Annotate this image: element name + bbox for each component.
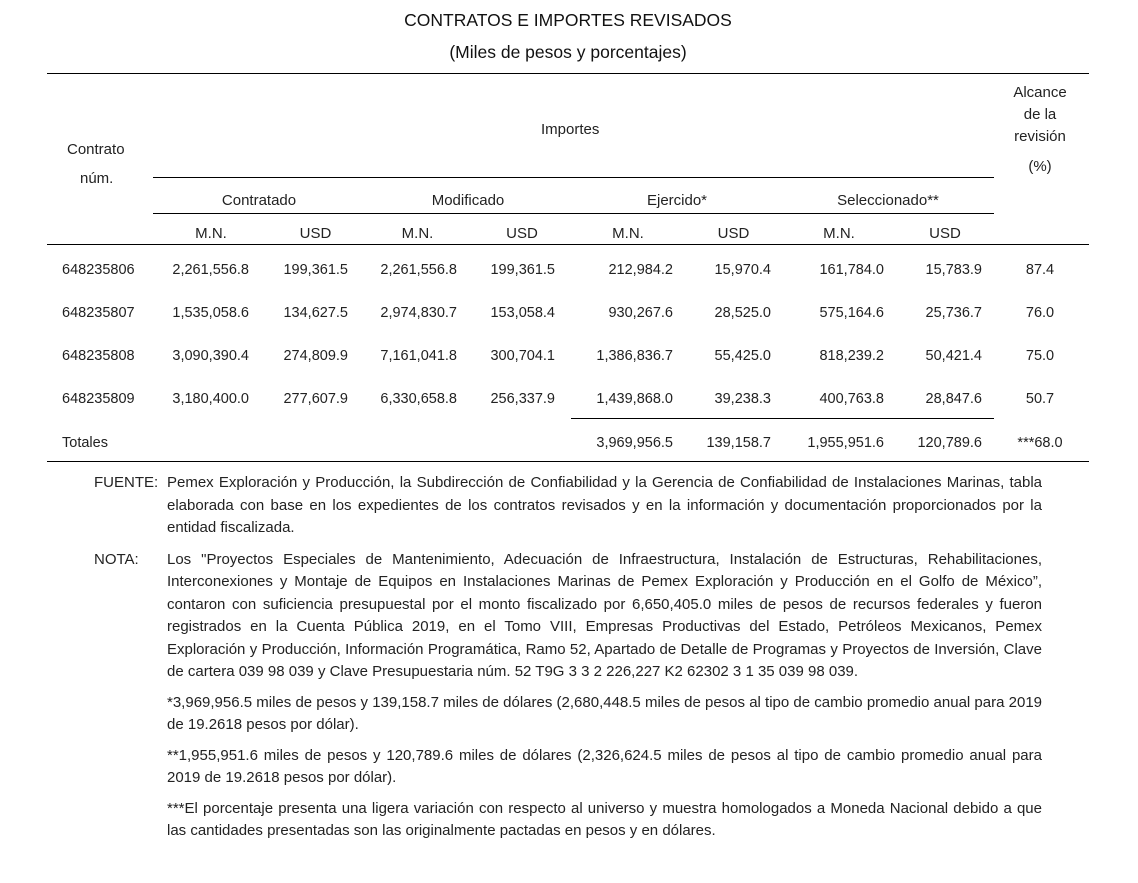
contrato-number: 648235807 — [62, 305, 135, 321]
seleccionado-mn: 161,784.0 — [819, 262, 884, 278]
fuente-text: Pemex Exploración y Producción, la Subdirección de Confiabilidad y la Gerencia de Confiabilidad de Instalaciones Marinas, tabla elaborada con base en los expedientes de los contratos revisados y en la información y documentación proporcionados por la entidad fiscalizada. — [167, 474, 1042, 536]
header-sub-usd: USD — [929, 225, 961, 242]
header-contratado: Contratado — [221, 192, 297, 209]
footnote-ejercido: *3,969,956.5 miles de pesos y 139,158.7 miles de dólares (2,680,448.5 miles de pesos al tipo de cambio promedio anual para 2019 de 19.2618 pesos por dólar). — [167, 693, 1042, 733]
contratado-mn: 1,535,058.6 — [172, 305, 249, 321]
modificado-usd: 199,361.5 — [490, 262, 555, 278]
contratado-usd: 274,809.9 — [283, 348, 348, 364]
contratado-usd: 199,361.5 — [283, 262, 348, 278]
header-sub-mn: M.N. — [612, 225, 644, 242]
seleccionado-mn: 818,239.2 — [819, 348, 884, 364]
ejercido-usd: 15,970.4 — [714, 262, 771, 278]
ejercido-usd: 28,525.0 — [714, 305, 771, 321]
seleccionado-usd: 50,421.4 — [925, 348, 982, 364]
seleccionado-usd: 28,847.6 — [925, 391, 982, 407]
contrato-number: 648235806 — [62, 262, 135, 278]
alcance-value: 87.4 — [1025, 262, 1055, 278]
nota-text: Los "Proyectos Especiales de Mantenimiento, Adecuación de Infraestructura, Instalación de Estructuras, Rehabilitaciones, Interconexiones y Montaje de Equipos en Instalaciones Marinas de Pemex Exploración y Producción en el Golfo de México”, contaron con suficiencia presupuestal por el monto fiscalizado por 6,650,405.0 miles de pesos de recursos federales y fueron registrados en la Cuenta Pública 2019, en el Tomo VIII, Empresas Productivas del Estado, Petróleos Mexicanos, Pemex Exploración y Producción, Información Programática, Ramo 52, Apartado de Detalle de Programas y Proyectos de Inversión, Clave de cartera 039 98 039 y Clave Presupuestaria núm. 52 T9G 3 3 2 226,227 K2 62302 3 1 35 039 98 039. — [167, 550, 1042, 680]
ejercido-mn: 1,439,868.0 — [596, 391, 673, 407]
footnote-seleccionado: **1,955,951.6 miles de pesos y 120,789.6 miles de dólares (2,326,624.5 miles de pesos al tipo de cambio promedio anual para 2019 de 19.2618 pesos por dólar). — [167, 746, 1042, 786]
header-alcance: Alcance — [1013, 84, 1067, 101]
ejercido-mn: 212,984.2 — [608, 262, 673, 278]
header-seleccionado: Seleccionado** — [837, 192, 939, 209]
alcance-value: 76.0 — [1025, 305, 1055, 321]
page-subtitle: (Miles de pesos y porcentajes) — [449, 42, 687, 62]
header-contrato-num: núm. — [80, 170, 114, 187]
table-bottom-rule — [47, 461, 1089, 462]
header-ejercido: Ejercido* — [646, 192, 708, 209]
modificado-mn: 7,161,041.8 — [380, 348, 457, 364]
ejercido-mn: 1,386,836.7 — [596, 348, 673, 364]
header-modificado: Modificado — [431, 192, 505, 209]
page-title: CONTRATOS E IMPORTES REVISADOS — [404, 10, 732, 30]
contratado-mn: 3,180,400.0 — [172, 391, 249, 407]
modificado-usd: 256,337.9 — [490, 391, 555, 407]
header-contrato: Contrato — [67, 141, 125, 158]
contrato-number: 648235808 — [62, 348, 135, 364]
totals-ejercido-mn: 3,969,956.5 — [596, 435, 673, 451]
header-sub-mn: M.N. — [823, 225, 855, 242]
ejercido-mn: 930,267.6 — [608, 305, 673, 321]
fuente-note — [94, 472, 1042, 540]
header-sub-usd: USD — [506, 225, 538, 242]
header-bottom-rule — [47, 244, 1089, 245]
ejercido-usd: 55,425.0 — [714, 348, 771, 364]
header-sub-usd: USD — [717, 225, 750, 242]
contrato-number: 648235809 — [62, 391, 135, 407]
totals-ejercido-usd: 139,158.7 — [706, 435, 771, 451]
notes-section — [94, 472, 1042, 851]
contratado-usd: 134,627.5 — [283, 305, 348, 321]
header-sub-usd: USD — [299, 225, 332, 242]
header-sub-mn: M.N. — [195, 225, 227, 242]
header-alcance-percent: (%) — [1028, 158, 1052, 175]
modificado-usd: 300,704.1 — [490, 348, 555, 364]
totals-rule — [571, 418, 994, 419]
nota-note — [94, 549, 1042, 684]
alcance-value: 50.7 — [1025, 391, 1055, 407]
modificado-mn: 6,330,658.8 — [380, 391, 457, 407]
header-alcance-revision: revisión — [1014, 128, 1066, 145]
modificado-usd: 153,058.4 — [490, 305, 555, 321]
modificado-mn: 2,261,556.8 — [380, 262, 457, 278]
totals-label: Totales — [62, 435, 108, 451]
contratado-mn: 2,261,556.8 — [172, 262, 249, 278]
seleccionado-usd: 25,736.7 — [925, 305, 982, 321]
header-alcance-de-la: de la — [1023, 106, 1057, 123]
alcance-value: 75.0 — [1025, 348, 1055, 364]
footnote-porcentaje: ***El porcentaje presenta una ligera variación con respecto al universo y muestra homologados a Moneda Nacional debido a que las cantidades presentadas son las originalmente pactadas en pesos y en dólares. — [167, 799, 1042, 839]
importes-rule — [153, 177, 994, 178]
totals-seleccionado-mn: 1,955,951.6 — [807, 435, 884, 451]
totals-seleccionado-usd: 120,789.6 — [917, 435, 982, 451]
modificado-mn: 2,974,830.7 — [380, 305, 457, 321]
subheader-rule — [153, 213, 994, 214]
header-importes: Importes — [541, 121, 600, 138]
seleccionado-mn: 575,164.6 — [819, 305, 884, 321]
table-top-rule — [47, 73, 1089, 74]
ejercido-usd: 39,238.3 — [714, 391, 771, 407]
nota-label: NOTA: — [94, 550, 139, 568]
fuente-label: FUENTE: — [94, 474, 159, 491]
header-sub-mn: M.N. — [401, 225, 434, 242]
contratado-usd: 277,607.9 — [283, 391, 348, 407]
totals-alcance: ***68.0 — [1017, 435, 1063, 451]
seleccionado-usd: 15,783.9 — [925, 262, 982, 278]
seleccionado-mn: 400,763.8 — [819, 391, 884, 407]
contratado-mn: 3,090,390.4 — [172, 348, 249, 364]
